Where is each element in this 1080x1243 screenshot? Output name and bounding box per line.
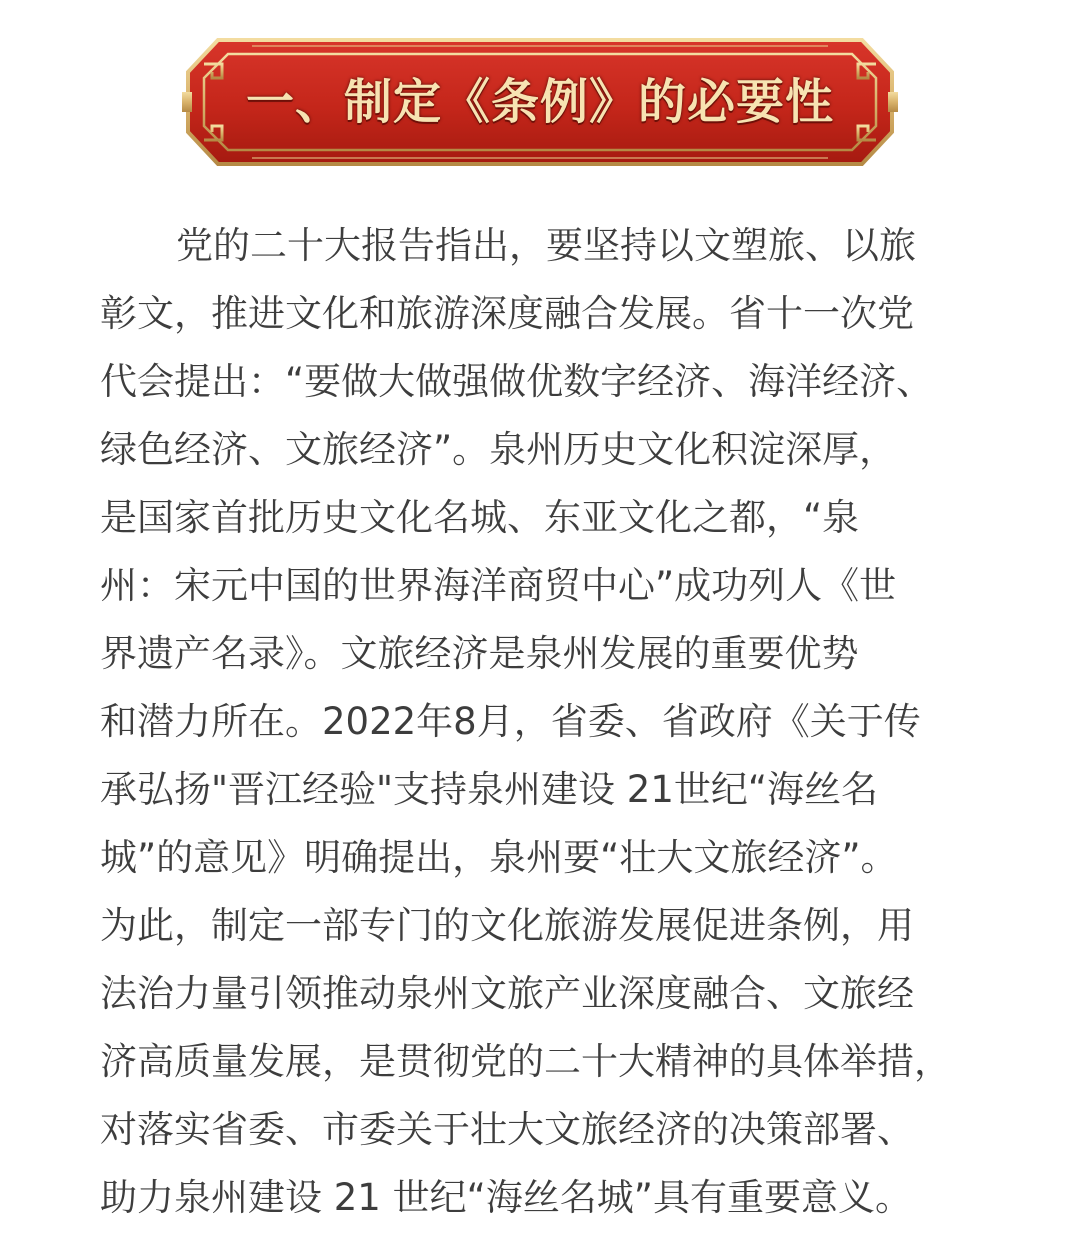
paragraph-line: 党的二十大报告指出，要坚持以文塑旅、以旅 — [176, 224, 916, 267]
paragraph-line: 法治力量引领推动泉州文旅产业深度融合、文旅经 — [100, 972, 914, 1015]
paragraph-line: 代会提出：“要做大做强做优数字经济、海洋经济、 — [100, 360, 934, 403]
section-title: 一、制定《条例》的必要性 — [245, 74, 834, 130]
paragraph-line: 界遗产名录》。文旅经济是泉州发展的重要优势 — [100, 632, 859, 675]
paragraph-line: 彰文，推进文化和旅游深度融合发展。省十一次党 — [100, 292, 914, 335]
paragraph-line: 对落实省委、市委关于壮大文旅经济的决策部署、 — [100, 1108, 914, 1151]
paragraph-line: 城”的意见》明确提出，泉州要“壮大文旅经济”。 — [100, 836, 898, 879]
paragraph-line: 为此，制定一部专门的文化旅游发展促进条例，用 — [100, 904, 914, 947]
paragraph-line: 和潜力所在。2022年8月，省委、省政府《关于传 — [100, 700, 921, 743]
body-paragraph — [100, 212, 1000, 1232]
paragraph-line: 助力泉州建设 21 世纪“海丝名城”具有重要意义。 — [100, 1176, 912, 1219]
paragraph-line: 承弘扬"晋江经验"支持泉州建设 21世纪“海丝名 — [100, 768, 879, 811]
paragraph-line: 济高质量发展，是贯彻党的二十大精神的具体举措， — [100, 1040, 951, 1083]
paragraph-line: 州：宋元中国的世界海洋商贸中心”成功列人《世 — [100, 564, 897, 607]
paragraph-line: 绿色经济、文旅经济”。泉州历史文化积淀深厚， — [100, 428, 897, 471]
section-banner — [182, 34, 898, 170]
paragraph-line: 是国家首批历史文化名城、东亚文化之都，“泉 — [100, 496, 860, 539]
